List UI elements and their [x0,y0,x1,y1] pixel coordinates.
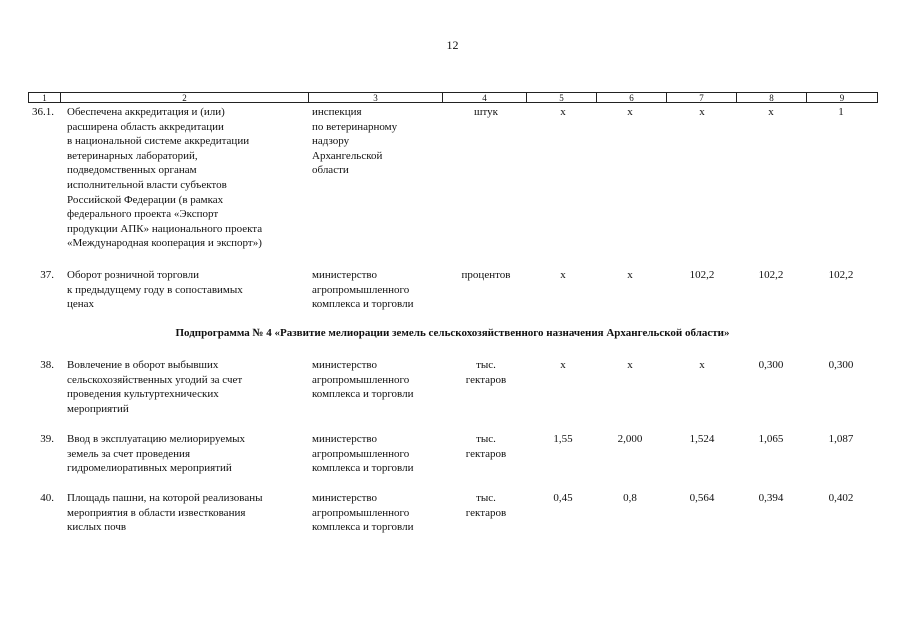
unit-of-measure: штук [474,106,498,118]
column-header-5: 5 [527,93,597,102]
value-col-6: 0,8 [623,492,637,504]
responsible-body: министерство агропромышленного комплекса и торговли [312,269,414,311]
unit-of-measure: тыс. гектаров [465,359,507,386]
value-col-9: 102,2 [828,269,854,281]
value-col-9: 0,300 [828,359,854,371]
unit-of-measure: тыс. гектаров [465,433,507,460]
value-col-6: х [627,269,633,281]
value-col-7: х [699,359,705,371]
value-col-8: 0,394 [758,492,784,504]
indicator-description: Оборот розничной торговли к предыдущему году в сопоставимых ценах [67,269,243,311]
column-header-9: 9 [839,93,845,103]
row-number: 38. [40,359,54,371]
row-number: 37. [40,269,54,281]
responsible-body: инспекция по ветеринарному надзору Архангельской области [312,106,398,177]
value-col-7: 1,524 [689,433,715,445]
value-col-7: 0,564 [689,492,715,504]
row-number: 39. [40,433,54,445]
value-col-5: 0,45 [553,492,573,504]
value-col-5: х [560,359,566,371]
column-header-7: 7 [667,93,737,102]
value-col-6: 2,000 [617,433,643,445]
value-col-5: 1,55 [553,433,573,445]
value-col-8: 102,2 [758,269,784,281]
value-col-9: 0,402 [828,492,854,504]
indicator-description: Обеспечена аккредитация и (или) расширена область аккредитации в национальной системе аккредитации ветеринарных лабораторий, подведомственных органам исполнительной власти субъектов Российской Федерации (в рамках федерального проекта «Экспорт продукции АПК» национального проекта «Международная кооперация и экспорт») [67,106,263,250]
value-col-9: 1 [838,106,844,118]
column-header-8: 8 [737,93,807,102]
row-number: 40. [40,492,54,504]
indicator-description: Вовлечение в оборот выбывших сельскохозяйственных угодий за счет проведения культуртехнических мероприятий [67,359,243,415]
value-col-8: 0,300 [758,359,784,371]
value-col-7: х [699,106,705,118]
unit-of-measure: процентов [461,269,511,281]
subprogram-heading: Подпрограмма № 4 «Развитие мелиорации земель сельскохозяйственного назначения Архангельской области» [175,327,730,339]
value-col-7: 102,2 [689,269,715,281]
value-col-9: 1,087 [828,433,854,445]
value-col-5: х [560,269,566,281]
value-col-6: х [627,359,633,371]
row-number: 36.1. [32,106,54,118]
value-col-6: х [627,106,633,118]
page-number: 12 [446,38,459,52]
responsible-body: министерство агропромышленного комплекса и торговли [312,359,414,401]
column-header-1: 1 [29,93,61,102]
column-header-4: 4 [443,93,527,102]
value-col-8: 1,065 [758,433,784,445]
column-header-3: 3 [309,93,443,102]
value-col-8: х [768,106,774,118]
value-col-5: х [560,106,566,118]
table-header-row [28,92,878,103]
indicator-description: Площадь пашни, на которой реализованы мероприятия в области известкования кислых почв [67,492,263,534]
responsible-body: министерство агропромышленного комплекса и торговли [312,433,414,475]
responsible-body: министерство агропромышленного комплекса и торговли [312,492,414,534]
indicator-description: Ввод в эксплуатацию мелиорируемых земель за счет проведения гидромелиоративных мероприятий [67,433,246,475]
column-header-2: 2 [61,93,309,102]
column-header-6: 6 [597,93,667,102]
unit-of-measure: тыс. гектаров [465,492,507,519]
